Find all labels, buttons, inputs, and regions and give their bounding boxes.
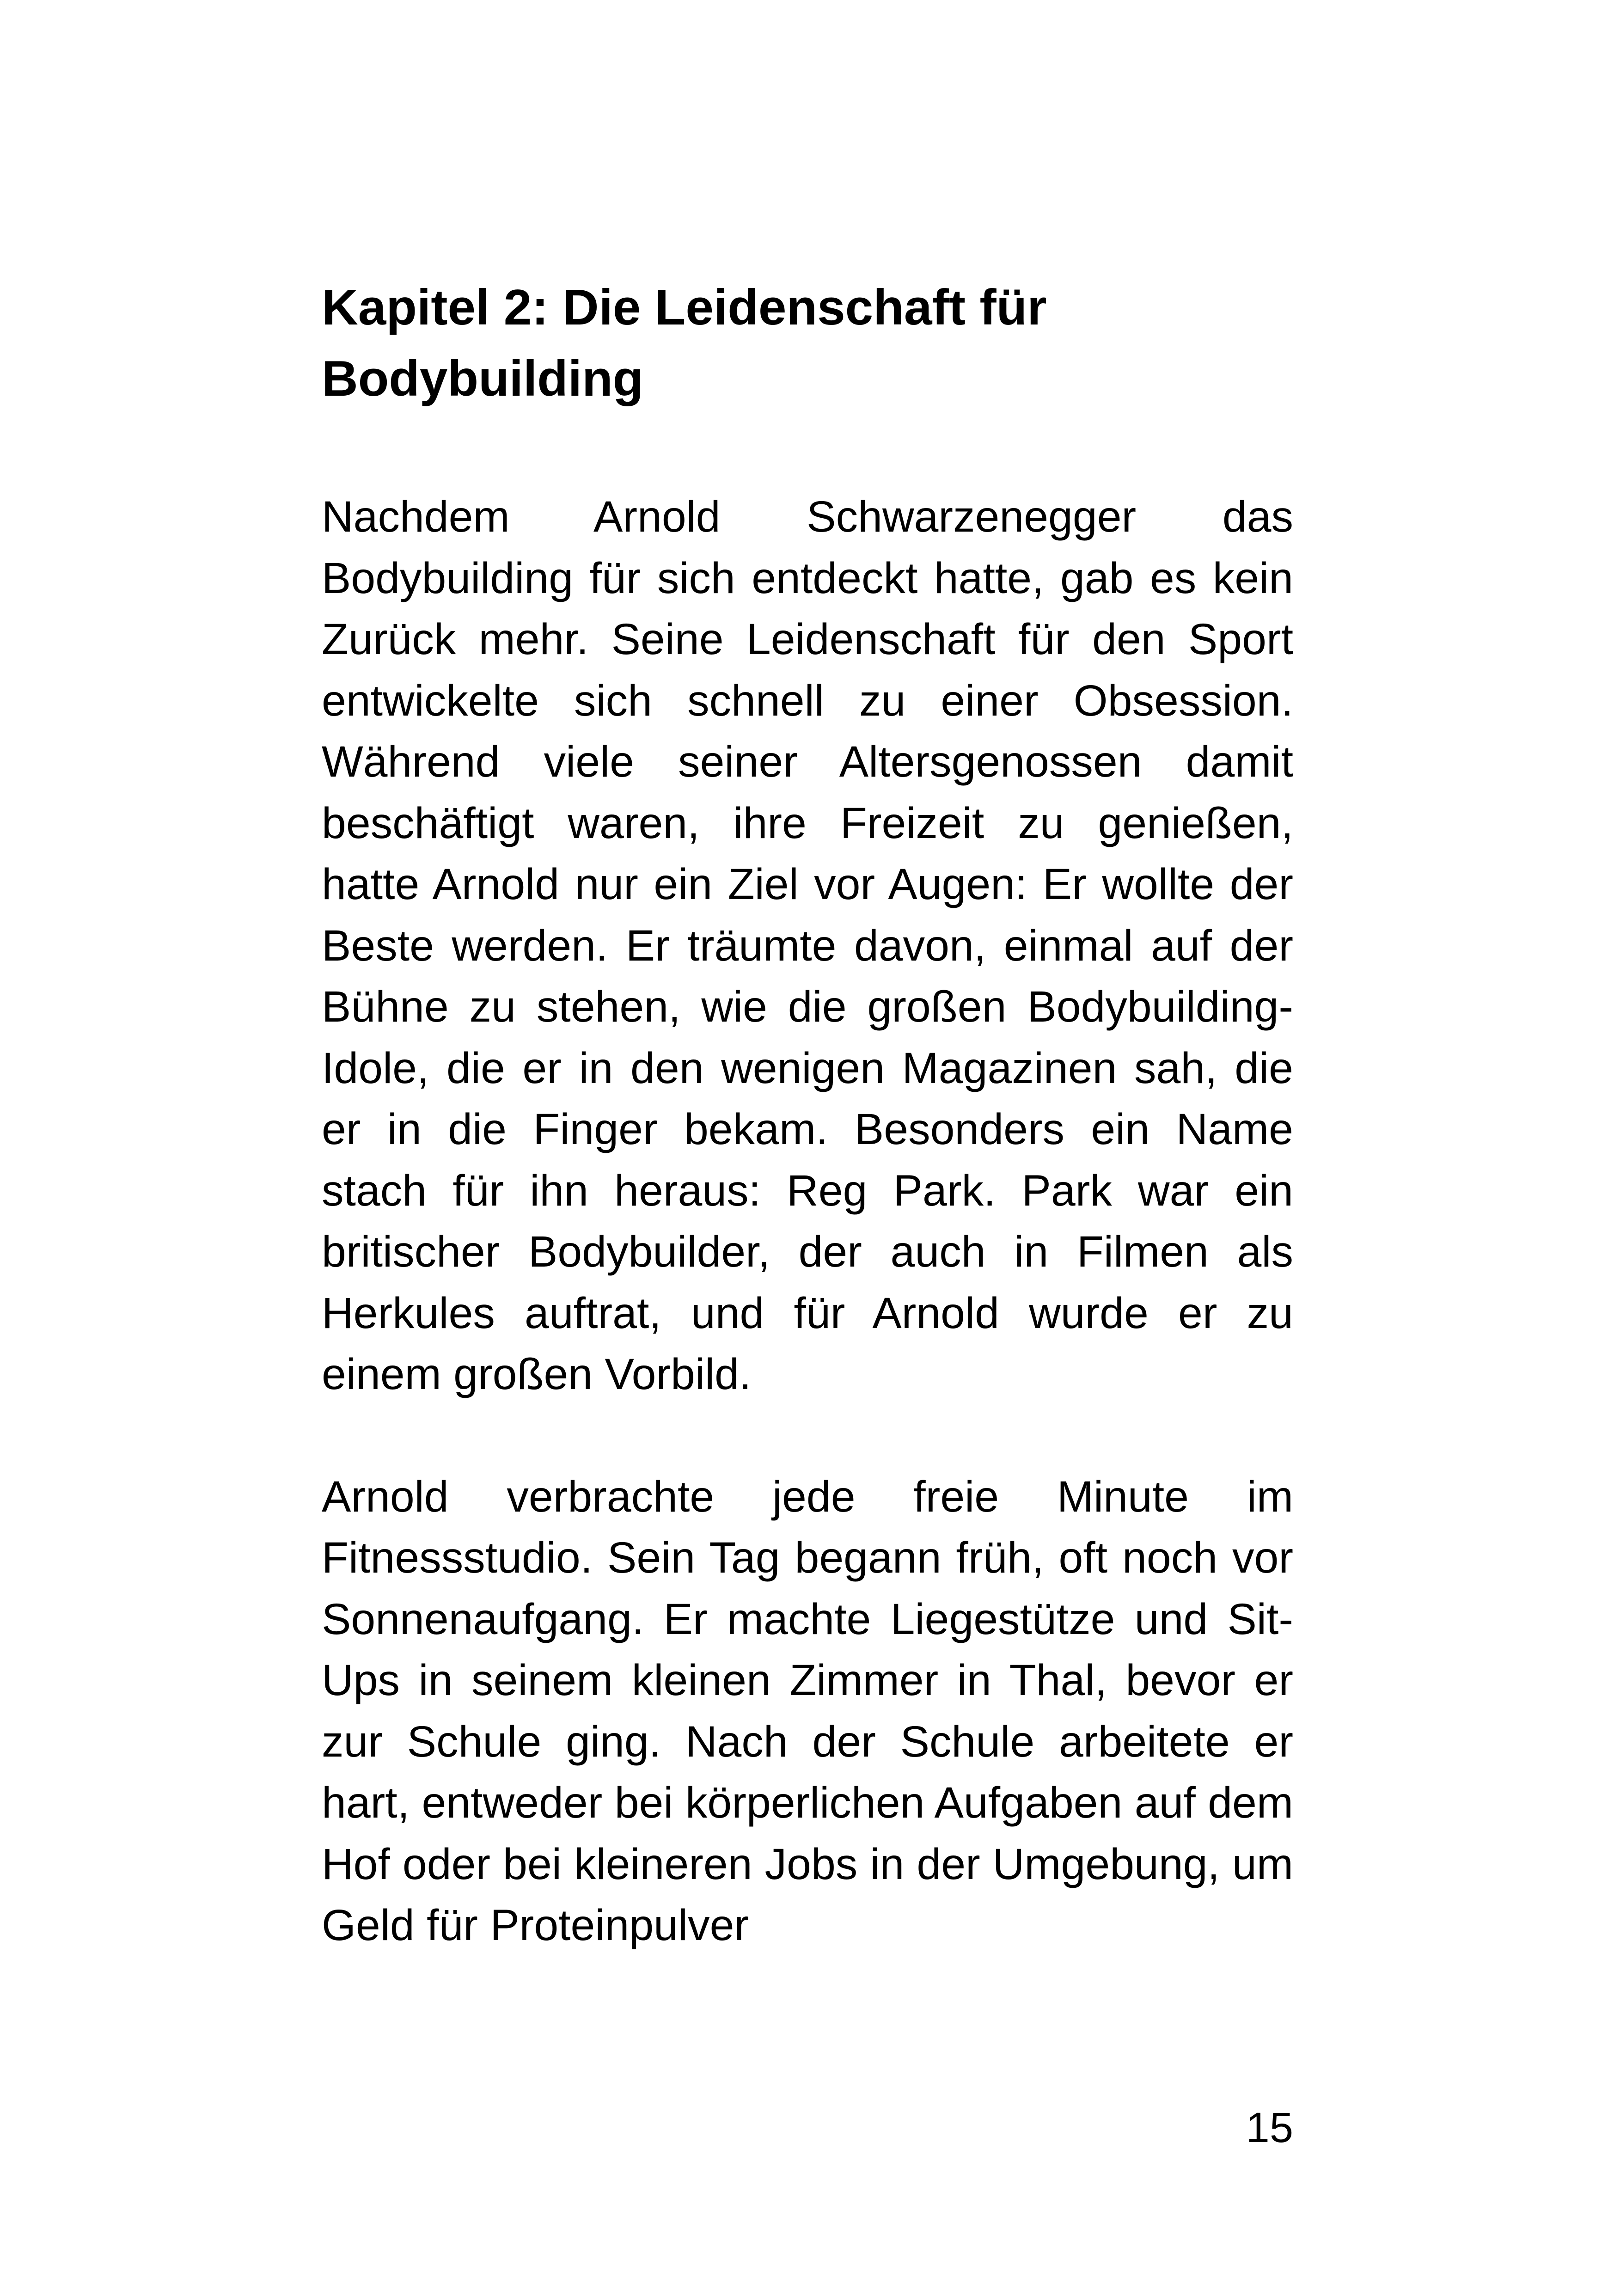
body-paragraph-2: Arnold verbrachte jede freie Minute im Fitnessstudio. Sein Tag begann früh, oft noch vor Sonnenaufgang. Er machte Liegestütze und Sit-Ups in seinem kleinen Zimmer in Thal, bevor er zur Schule ging. Nach der Schule arbeitete er hart, entweder bei körperlichen Aufgaben auf dem Hof oder bei kleineren Jobs in der Umgebung, um Geld für Proteinpulver	[322, 1472, 1293, 1950]
chapter-title: Kapitel 2: Die Leidenschaft für Bodybuilding	[322, 279, 1047, 407]
page-content	[322, 272, 1293, 1956]
page-number: 15	[1246, 2104, 1293, 2151]
body-paragraph-1: Nachdem Arnold Schwarzenegger das Bodybuilding für sich entdeckt hatte, gab es kein Zurück mehr. Seine Leidenschaft für den Sport entwickelte sich schnell zu einer Obsession. Während viele seiner Altersgenossen damit beschäftigt waren, ihre Freizeit zu genießen, hatte Arnold nur ein Ziel vor Augen: Er wollte der Beste werden. Er träumte davon, einmal auf der Bühne zu stehen, wie die großen Bodybuilding-Idole, die er in den wenigen Magazinen sah, die er in die Finger bekam. Besonders ein Name stach für ihn heraus: Reg Park. Park war ein britischer Bodybuilder, der auch in Filmen als Herkules auftrat, und für Arnold wurde er zu einem großen Vorbild.	[322, 492, 1293, 1399]
